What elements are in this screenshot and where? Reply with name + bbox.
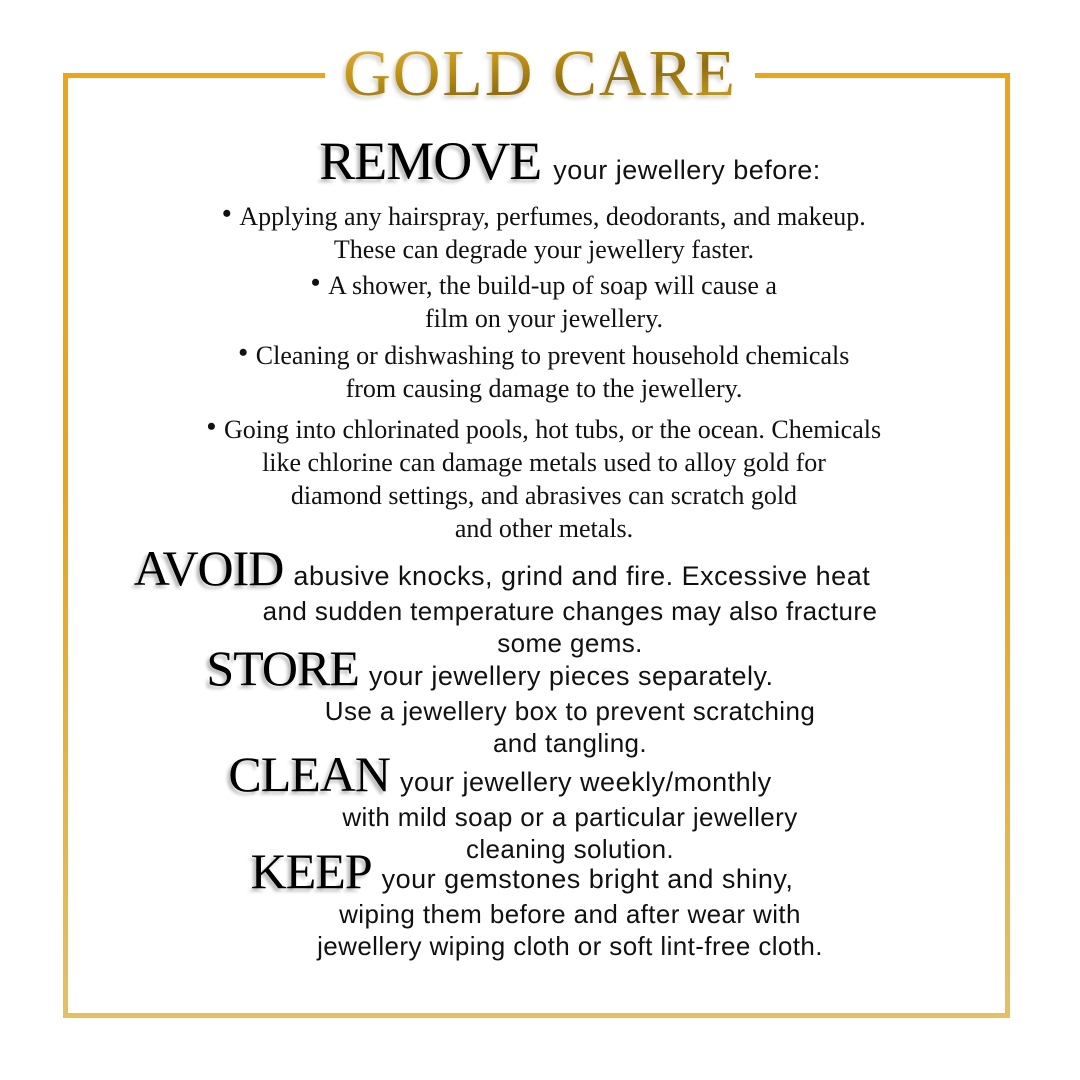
clean-text-line: cleaning solution. <box>465 834 675 864</box>
bullet-text: A shower, the build-up of soap will cause a <box>328 271 777 300</box>
clean-text-line: with mild soap or a particular jewellery <box>342 802 798 832</box>
remove-heading: REMOVE <box>319 131 542 191</box>
clean-heading: CLEAN <box>228 746 390 802</box>
bullet-item-hairspray <box>63 200 1025 266</box>
bullet-line: diamond settings, and abrasives can scratch gold <box>290 481 798 510</box>
bullet-line: film on your jewellery. <box>424 304 664 333</box>
keep-first-line <box>12 844 1032 898</box>
bullet-text: Cleaning or dishwashing to prevent household chemicals <box>255 341 850 370</box>
bullet-item-cleaning <box>63 339 1025 405</box>
store-first-line <box>0 641 1000 695</box>
keep-text-line: jewellery wiping cloth or soft lint-free cloth. <box>317 931 823 961</box>
avoid-lead-text: abusive knocks, grind and fire. Excessive heat <box>293 561 871 591</box>
bullet-item-shower <box>63 269 1025 335</box>
bullet-icon: • <box>238 338 248 367</box>
section-keep <box>60 844 1080 962</box>
store-lead-text: your jewellery pieces separately. <box>368 661 774 691</box>
avoid-text-line: some gems. <box>497 628 643 658</box>
bullet-line: and other metals. <box>454 514 634 543</box>
avoid-first-line <box>0 541 1012 595</box>
bullet-line <box>63 413 1025 446</box>
avoid-text-line: and sudden temperature changes may also fracture <box>262 596 878 626</box>
bullet-text: Going into chlorinated pools, hot tubs, or the ocean. Chemicals <box>224 415 882 444</box>
store-text-line: Use a jewellery box to prevent scratching <box>324 696 816 726</box>
bullet-line <box>63 200 1025 233</box>
bullet-text: Applying any hairspray, perfumes, deodorants, and makeup. <box>239 202 866 231</box>
bullet-line: from causing damage to the jewellery. <box>345 374 743 403</box>
bullet-icon: • <box>222 199 232 228</box>
section-store <box>60 641 1080 759</box>
bullet-icon: • <box>206 412 216 441</box>
clean-lead-text: your jewellery weekly/monthly <box>400 767 772 797</box>
section-remove-heading <box>60 132 1080 190</box>
store-text-line: and tangling. <box>492 728 648 758</box>
avoid-heading: AVOID <box>133 540 284 596</box>
keep-text-line: wiping them before and after wear with <box>339 899 801 929</box>
bullet-line: These can degrade your jewellery faster. <box>333 235 755 264</box>
remove-lead-text: your jewellery before: <box>553 155 821 185</box>
store-heading: STORE <box>206 640 359 696</box>
bullet-line <box>63 339 1025 372</box>
page-title: GOLD CARE <box>327 38 753 111</box>
keep-lead-text: your gemstones bright and shiny, <box>381 864 794 894</box>
bullet-icon: • <box>311 268 321 297</box>
clean-first-line <box>0 747 1010 801</box>
bullet-line: like chlorine can damage metals used to alloy gold for <box>262 448 826 477</box>
bullet-line <box>63 269 1025 302</box>
keep-heading: KEEP <box>250 843 372 899</box>
bullet-item-pools <box>63 413 1025 545</box>
